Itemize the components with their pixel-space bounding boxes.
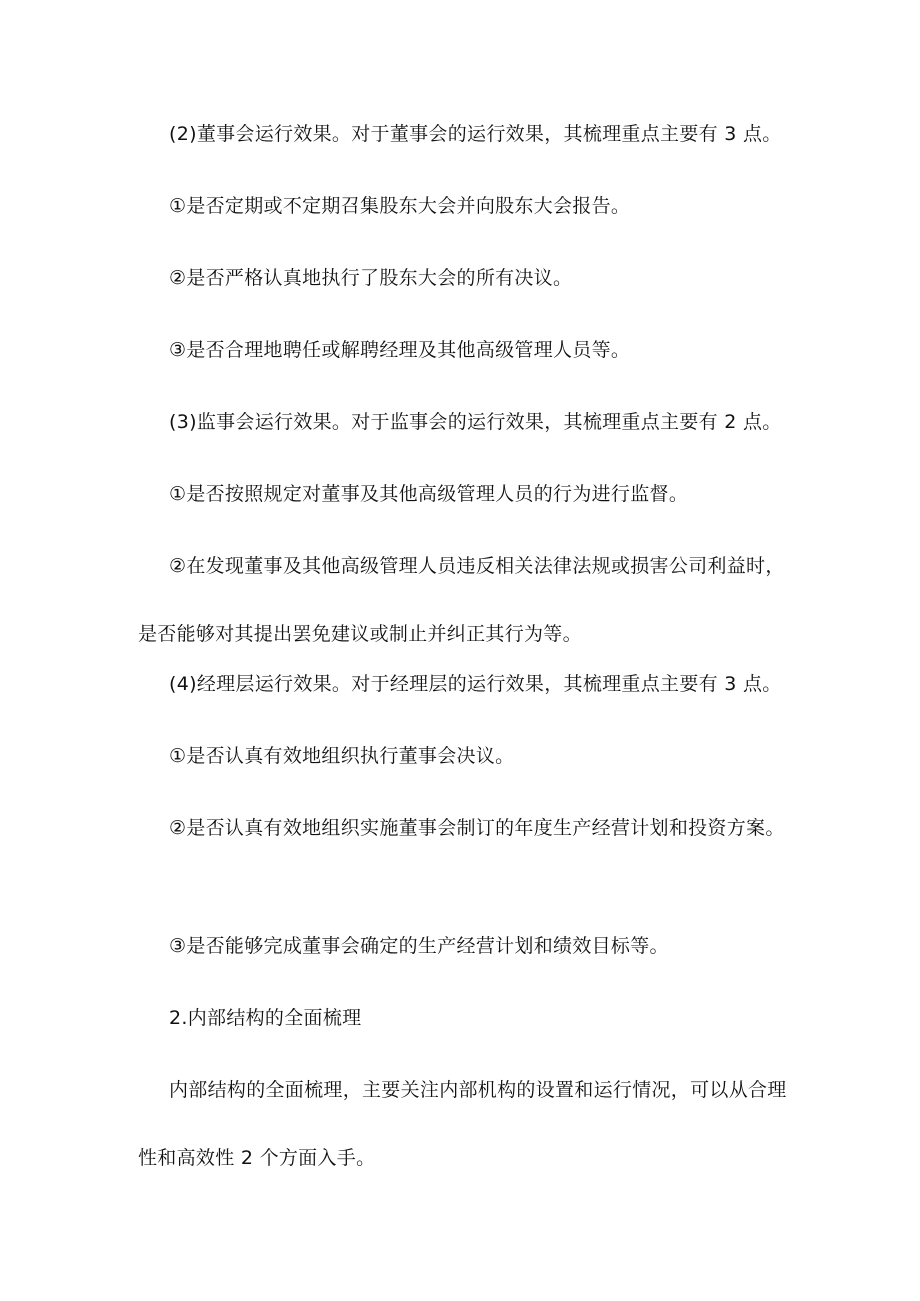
- paragraph-board-point-1: ①是否定期或不定期召集股东大会并向股东大会报告。: [169, 195, 631, 217]
- paragraph-internal-structure: 内部结构的全面梳理，主要关注内部机构的设置和运行情况，可以从合理性和高效性 2 个方面入手。: [138, 1079, 787, 1169]
- paragraph-management-point-3: ③是否能够完成董事会确定的生产经营计划和绩效目标等。: [169, 935, 669, 957]
- paragraph-supervisory-point-2: ②在发现董事及其他高级管理人员违反相关法律法规或损害公司利益时，是否能够对其提出罢免建议或制止并纠正其行为等。: [138, 555, 785, 645]
- paragraph-management-effect: (4)经理层运行效果。对于经理层的运行效果，其梳理重点主要有 3 点。: [169, 673, 782, 695]
- paragraph-board-effect: (2)董事会运行效果。对于董事会的运行效果，其梳理重点主要有 3 点。: [169, 123, 782, 145]
- section-heading-internal-structure: 2.内部结构的全面梳理: [169, 1007, 362, 1029]
- paragraph-board-point-3: ③是否合理地聘任或解聘经理及其他高级管理人员等。: [169, 339, 631, 361]
- paragraph-management-point-1: ①是否认真有效地组织执行董事会决议。: [169, 745, 515, 767]
- paragraph-supervisory-point-1: ①是否按照规定对董事及其他高级管理人员的行为进行监督。: [169, 483, 689, 505]
- paragraph-supervisory-effect: (3)监事会运行效果。对于监事会的运行效果，其梳理重点主要有 2 点。: [169, 411, 782, 433]
- paragraph-management-point-2: ②是否认真有效地组织实施董事会制订的年度生产经营计划和投资方案。: [169, 817, 785, 839]
- paragraph-board-point-2: ②是否严格认真地执行了股东大会的所有决议。: [169, 267, 573, 289]
